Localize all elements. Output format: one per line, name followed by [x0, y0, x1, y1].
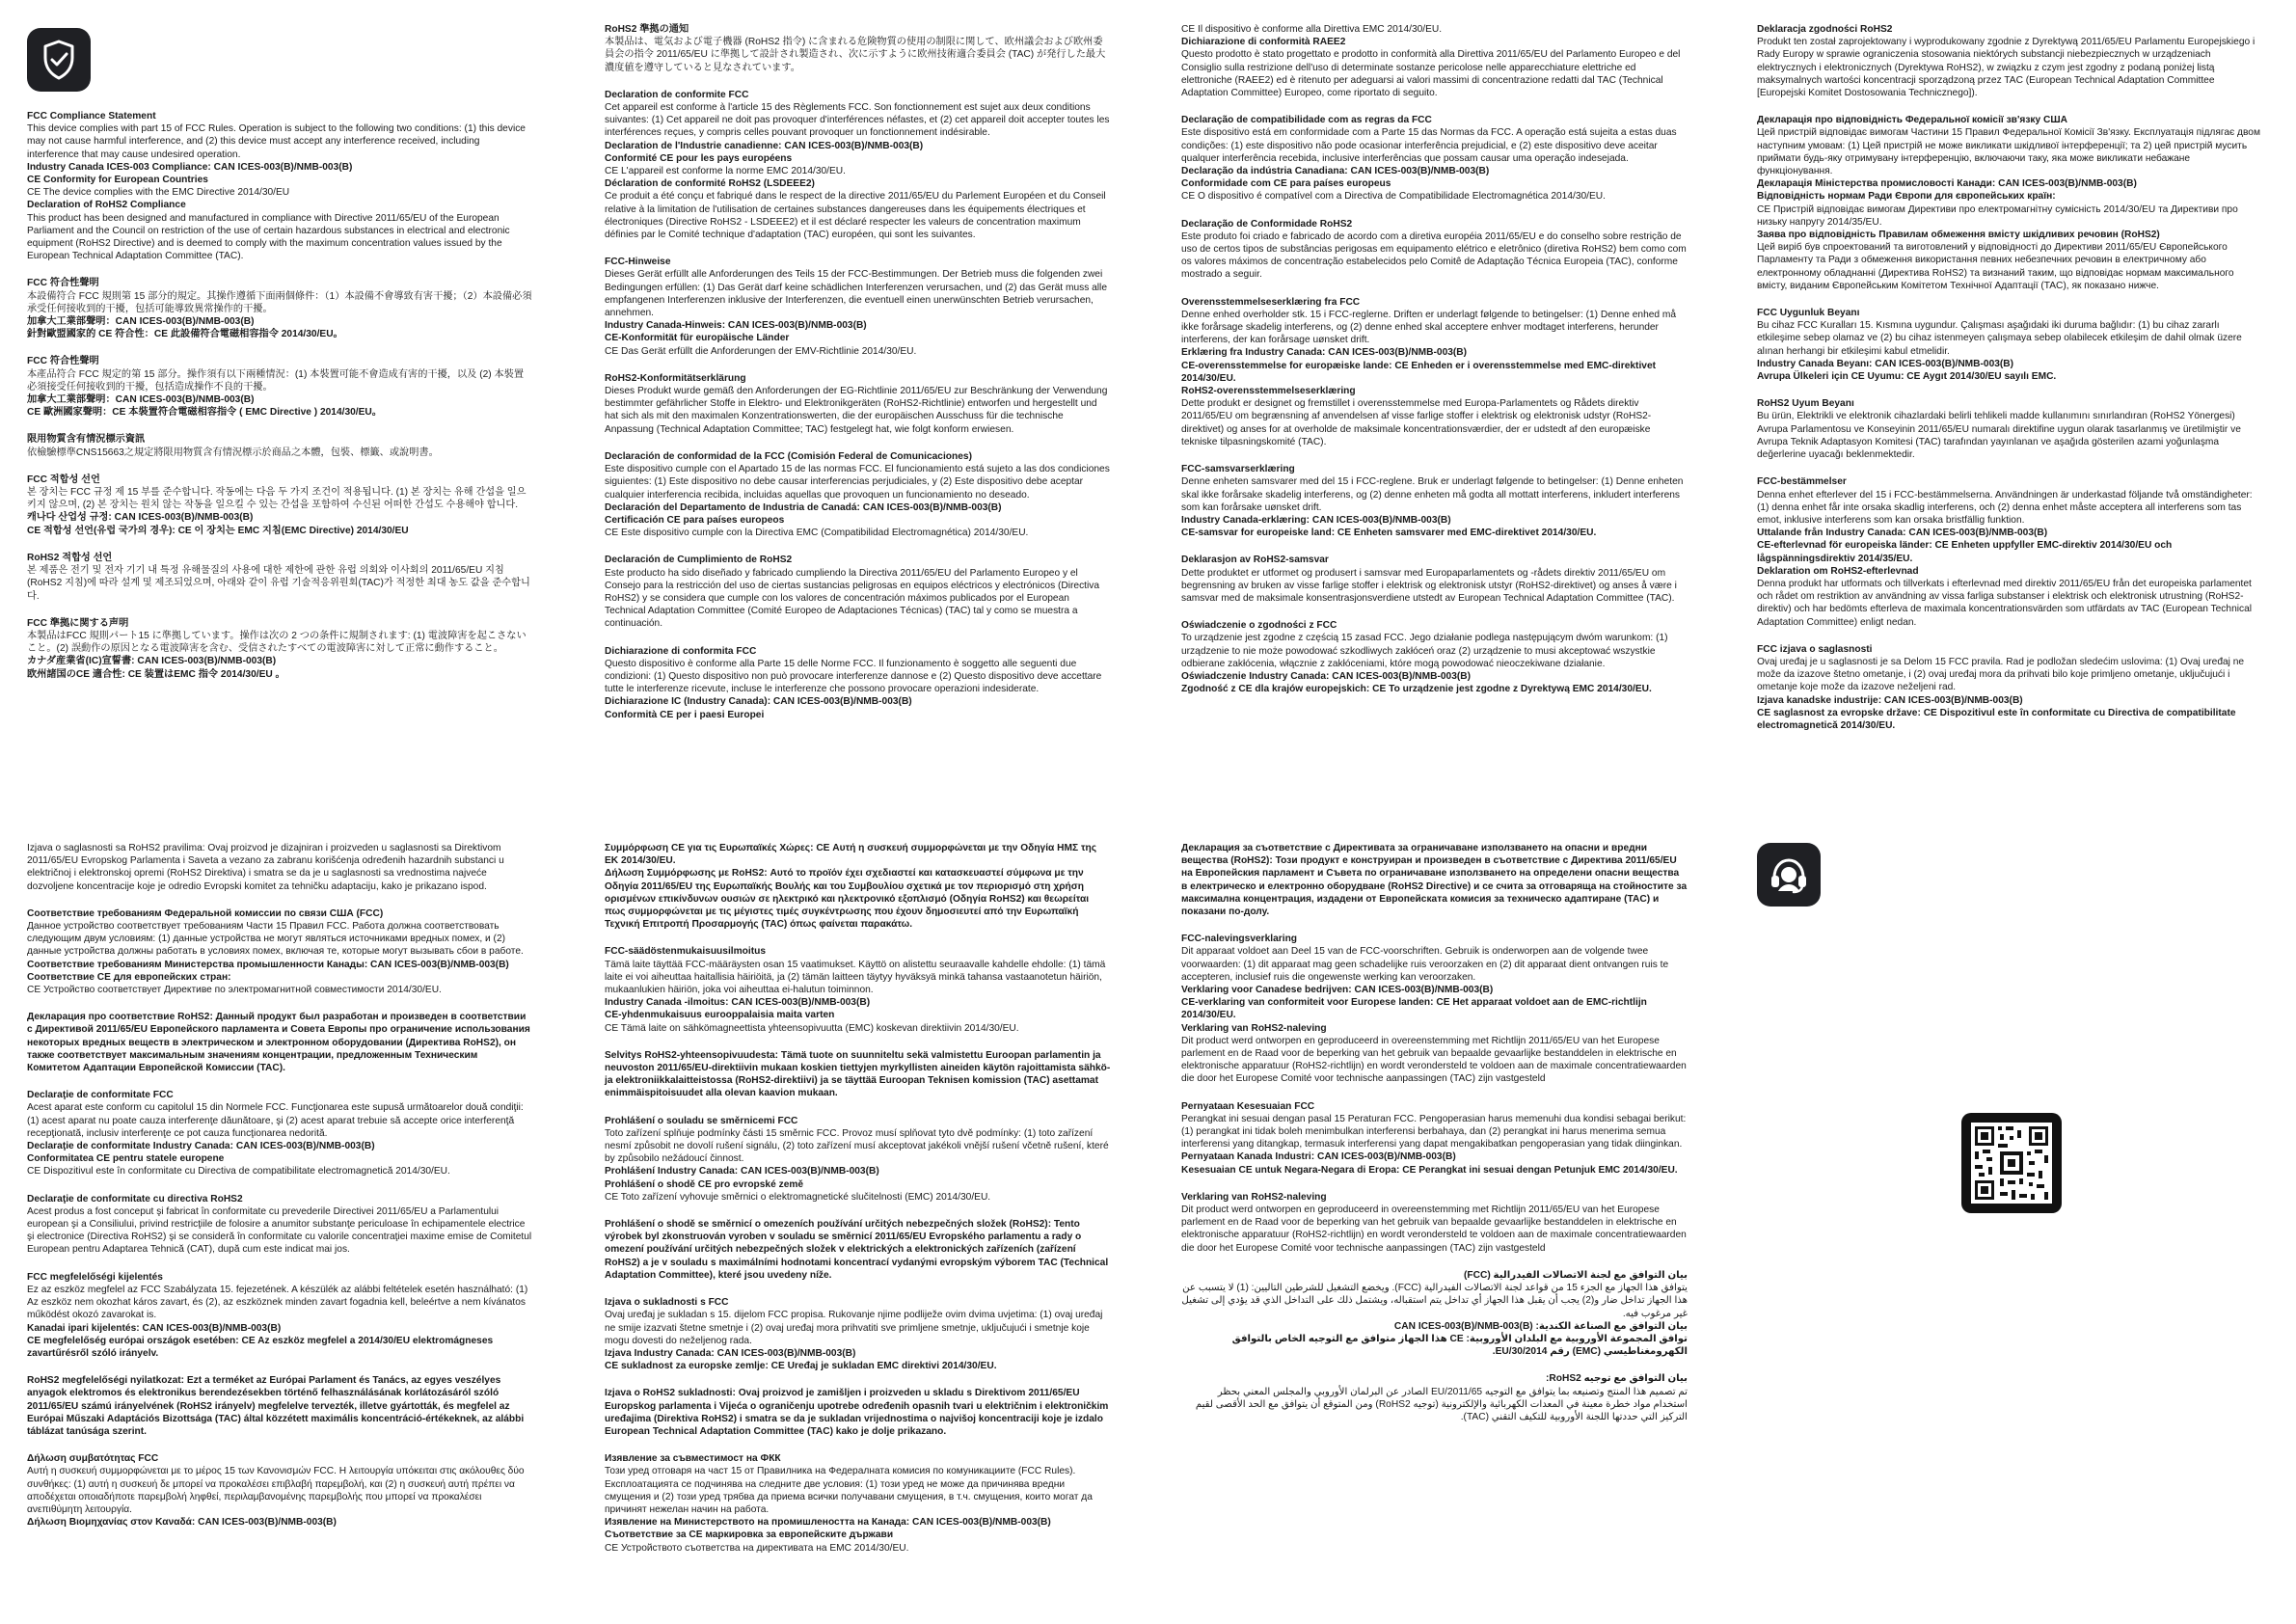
section-heading: 加拿大工業部聲明：CAN ICES-003(B)/NMB-003(B) [27, 316, 255, 328]
section-heading: CE-efterlevnad för europeiska länder: CE Enheten uppfyller EMC-direktiv 2014/30/EU och lågspänningsdirektiv 2014/35/EU. [1757, 540, 2173, 564]
section-heading: Industry Canada ICES-003 Compliance: CAN ICES-003(B)/NMB-003(B) [27, 161, 353, 173]
section-heading: Conformidade com CE para países europeus [1181, 178, 1391, 190]
section-heading: Pernyataan Kesesuaian FCC [1181, 1100, 1315, 1112]
compliance-section [27, 355, 533, 419]
section-text: To urządzenie jest zgodne z częścią 15 zasad FCC. Jego działanie podlega następującym dwóm warunkom: (1) urządzenie to nie może powodować szkodliwych zakłóceń oraz (2) urządzenie to musi akceptować wszystkie odbierane zakłócenia, włącznie z zakłóceniami, które mogą powodować nieoczekiwane działanie. [1181, 633, 1668, 669]
section-heading: Відповідність нормам Ради Європи для європейських країн: [1757, 191, 2056, 203]
compliance-section [1757, 307, 2263, 383]
section-text: 本製品は、電気および電子機器 (RoHS2 指令) に含まれる危険物質の使用の制限に関して、欧州議会および欧州委員会の指令 2011/65/EU に準拠して設計され製造され、次に示すように欧州技術適合委員会 (TAC) が発行した最大濃度値を遵守していると見なされています。 [605, 37, 1106, 73]
section-heading: CE megfelelőség európai országok esetében: CE Az eszköz megfelel a 2014/30/EU elektromágneses zavartűrésről szóló irányelv. [27, 1335, 494, 1359]
section-text: 본 장치는 FCC 규정 제 15 부를 준수합니다. 작동에는 다음 두 가지 조건이 적용됩니다. (1) 본 장치는 유해 간섭을 일으키지 않으며, (2) 본 장치는 원치 않는 작동을 일으킬 수 있는 간섭을 포함하여 수신된 어떠한 간섭도 수용해야 합니다. [27, 487, 527, 511]
section-heading: Prohlášení Industry Canada: CAN ICES-003(B)/NMB-003(B) [605, 1166, 879, 1177]
section-heading: Изявление на Министерството на промишлеността на Канада: CAN ICES-003(B)/NMB-003(B) [605, 1517, 1051, 1529]
section-heading: FCC megfelelőségi kijelentés [27, 1271, 163, 1283]
section-heading: RoHS2 Uyum Beyanı [1757, 398, 1854, 410]
section-text: Dit product werd ontworpen en geproduceerd in overeenstemming met Richtlijn 2011/65/EU van het Europese parlement en de Raad voor de beperking van het gebruik van bepaalde gevaarlijke bestanddelen in elektrische en elektronische apparatuur (RoHS2-richtlijn) en wordt verondersteld te voldoen aan de maximale concentratiewaarden die door het Europese Comité voor technische aanpassingen (TAC) zijn vastgesteld [1181, 1035, 1687, 1085]
section-heading: 加拿大工業部聲明：CAN ICES-003(B)/NMB-003(B) [27, 394, 255, 406]
section-text: CE Dispozitivul este în conformitate cu Directiva de compatibilitate electromagnetică 2014/30/EU. [27, 1166, 450, 1177]
section-text: Dit product werd ontworpen en geproduceerd in overeenstemming met Richtlijn 2011/65/EU van het Europese parlement en de Raad voor de beperking van het gebruik van bepaalde gevaarlijke bestanddelen in elektrische en elektronische apparatuur (RoHS2-richtlijn) en wordt verondersteld te voldoen aan de maximale concentratiewaarden die door het Europese Comité voor technische aanpassingen (TAC) zijn vastgesteld [1181, 1204, 1687, 1254]
section-text: Este dispositivo cumple con el Apartado 15 de las normas FCC. El funcionamiento está sujeto a las dos condiciones siguientes: (1) Este dispositivo no debe causar interferencias perjudiciales, y (2) Este dispositivo debe aceptar cualquier interferencia recibida, incluidas aquellas que provoquen un funcionamiento no deseado. [605, 464, 1110, 501]
section-text: Bu ürün, Elektrikli ve elektronik cihazlardaki belirli tehlikeli madde kullanımını sınırlandıran (RoHS2 Yönergesi) Avrupa Parlamentosu ve Konseyinin 2011/65/EU numaralı direktifine uygun olarak tasarlanmış ve üretilmiştir ve Avrupa Teknik Adaptasyon Komitesi (TAC) tarafından yayınlanan ve aşağıda gösterilen azami yoğunlaşma değerlerine uyacağı beklenmektedir. [1757, 411, 2241, 461]
compliance-section [27, 907, 533, 996]
section-heading: Декларация про соответствие RoHS2: Данный продукт был разработан и произведен в соответствии с Директивой 2011/65/EU Европейского парламента и Совета Европы про ограничение использования некоторых вредных веществ в электрическом и электронном оборудовании (Директива RoHS2), он также соответствует максимальным значениям концентрации, предложенным Техническим Комитетом Адаптации Европейской Комиссии (TAC). [27, 1012, 530, 1074]
section-heading: Avrupa Ülkeleri için CE Uyumu: CE Aygıt 2014/30/EU sayılı EMC. [1757, 371, 2057, 383]
qr-code [1961, 1113, 2062, 1213]
section-heading: 限用物質含有情況標示資訊 [27, 434, 146, 446]
section-heading: Declaración de Cumplimiento de RoHS2 [605, 555, 793, 566]
section-text: Este dispositivo está em conformidade com a Parte 15 das Normas da FCC. A operação está sujeita a estas duas condições: (1) este dispositivo não pode ocasionar interferência prejudicial, e (2) este dispositivo deve aceitar qualquer interferência recebida, inclusive interferências que possam causar uma operação indesejada. [1181, 127, 1677, 164]
compliance-section [1757, 643, 2263, 732]
section-text: Este produto foi criado e fabricado de acordo com a diretiva européia 2011/65/EU e do conselho sobre restrição de uso de certos tipos de substâncias perigosas em equipamento elétrico e eletrônico (diretiva RoHS2) bem como com os valores máximos de concentração estabelecidos pelo Comitê de Adaptação Técnica Europeia (TAC), conforme mostrado a seguir. [1181, 230, 1687, 281]
section-heading: Izjava Industry Canada: CAN ICES-003(B)/NMB-003(B) [605, 1347, 856, 1359]
column-4 [1757, 23, 2263, 746]
compliance-section [605, 945, 1111, 1034]
section-heading: Zgodność z CE dla krajów europejskich: CE To urządzenie jest zgodne z Dyrektywą EMC 2014/30/EU. [1181, 684, 1652, 695]
column-5 [27, 842, 533, 1543]
section-heading: Izjava kanadske industrije: CAN ICES-003(B)/NMB-003(B) [1757, 694, 2023, 706]
section-text: Bu cihaz FCC Kuralları 15. Kısmına uygundur. Çalışması aşağıdaki iki duruma bağlıdır: (1) bu cihaz zararlı etkileşime sebep olamaz ve (2) bu cihaz istenmeyen çalışmaya sebep olabilecek etkileşim de dahil olmak üzere alınan herhangi bir etkileşimi kabul etmelidir. [1757, 320, 2242, 357]
section-text: Denne enhed overholder stk. 15 i FCC-reglerne. Driften er underlagt følgende to betingelser: (1) Denne enhed må ikke forårsage skadelig interferens, og (2) denne enhed skal acceptere enhver modtaget interferens, herunder interferens, der kan forårsage uønsket drift. [1181, 309, 1677, 346]
section-text: Produkt ten został zaprojektowany i wyprodukowany zgodnie z Dyrektywą 2011/65/EU Parlamentu Europejskiego i Rady Europy w sprawie ograniczenia stosowania niektórych substancji niebezpiecznych w urządzeniach elektrycznych i elektronicznych (Dyrektywa RoHS2), w związku z czym jest zgodny z podaną poniżej listą maksymalnych wartości koncentracji sporządzoną przez TAC (European Technical Adaptation Committee [Europejski Komitet Dostosowania Technicznego]). [1757, 37, 2255, 99]
compliance-section [27, 277, 533, 340]
compliance-section [1181, 1269, 1688, 1358]
section-heading: Declaração de compatibilidade com as regras da FCC [1181, 115, 1432, 126]
compliance-section [27, 1089, 533, 1177]
section-heading: Verklaring voor Canadese bedrijven: CAN ICES-003(B)/NMB-003(B) [1181, 985, 1494, 996]
compliance-section [27, 1193, 533, 1257]
section-text: تم تصميم هذا المنتج وتصنيعه بما يتوافق مع التوجيه 2011/65/EU الصادر عن البرلمان الأوروبي والمجلس المعني بحظر استخدام مواد خطرة معينة في المعدات الكهربائية والإلكترونية (توجيه RoHS2) ومن المتوقع أن يتوافق مع الحد الأقصى لقيم التركيز التي حددتها اللجنة الأوروبية للتكيف التقني (TAC). [1195, 1386, 1688, 1422]
section-heading: RoHS2 적합성 선언 [27, 552, 113, 563]
section-heading: بيان التوافق مع توجيه RoHS2: [1545, 1373, 1688, 1385]
section-heading: Изявление за съвместимост на ФКК [605, 1453, 781, 1465]
compliance-section [605, 256, 1111, 358]
section-text: 本製品はFCC 規則パート15 に準拠しています。操作は次の 2 つの条件に規制されます: (1) 電波障害を起こさないこと。(2) 誤動作の原因となる電波障害を含む、受信されたすべての電波障害に対して正常に動作すること。 [27, 630, 527, 655]
section-heading: Prohlášení o souladu se směrnicemi FCC [605, 1115, 798, 1126]
section-heading: CE saglasnost za evropske države: CE Dispozitivul este în conformitate cu Directiva de compatibilitate electromagnetică 2014/30/EU. [1757, 707, 2236, 731]
section-heading: Declaration de conformite FCC [605, 89, 749, 100]
compliance-section [27, 1374, 533, 1438]
section-text: Dieses Produkt wurde gemäß den Anforderungen der EG-Richtlinie 2011/65/EU zur Beschränkung der Verwendung bestimmter gefährlicher Stoffe in Elektro- und Elektronikgeräten (RoHS2-Richtlinie) entworfen und hergestellt und hat sich als mit den maximalen Konzentrationswerten, die der europäischen Ausschuss für die technische Anpassung (Technical Adaptation Committee; TAC) festgelegt hat, wie folgt konform erwiesen. [605, 386, 1108, 435]
section-heading: Conformité CE pour les pays européens [605, 152, 793, 164]
section-text: 本產品符合 FCC 規定的第 15 部分。操作須有以下兩種情況：(1) 本裝置可能不會造成有害的干擾，以及 (2) 本裝置必須接受任何接收到的干擾，包括造成操作不良的干擾。 [27, 368, 525, 392]
section-text: Цей виріб був спроектований та виготовлений у відповідності до Директиви 2011/65/EU Європейського Парламенту та Ради з обмеження використання певних небезпечних речовин в електричному або електронному обладнанні (Директива RoHS2) та визнаний таким, що відповідає нормам максимального вмісту, виданим Європейським Комітетом Технічної Адаптації (TAC), як показано нижче. [1757, 242, 2234, 291]
compliance-section [1757, 23, 2263, 99]
compliance-section [605, 554, 1111, 630]
section-text: Цей пристрій відповідає вимогам Частини 15 Правил Федеральної Комісії Зв'язку. Експлуатація підлягає двом наступним умовам: (1) Цей пристрій не може викликати шкідливої інтерференції; та 2) цей пристрій мусить приймати будь-яку отримувану інтерференцію, включаючи таку, яка може викликати небажане функціонування. [1757, 127, 2260, 177]
section-heading: CE 歐洲國家聲明：CE 本裝置符合電磁相容指令 ( EMC Directive ) 2014/30/EU。 [27, 407, 382, 419]
compliance-section [27, 110, 533, 262]
section-text: Dit apparaat voldoet aan Deel 15 van de FCC-voorschriften. Gebruik is onderworpen aan de volgende twee voorwaarden: (1) dit apparaat mag geen schadelijke ruis veroorzaken en (2) dit apparaat dient ontvangen ruis te accepteren, inclusief ruis die ongewenste werking kan veroorzaken. [1181, 946, 1669, 983]
section-heading: Conformitatea CE pentru statele europene [27, 1153, 225, 1165]
section-heading: Dichiarazione di conformità RAEE2 [1181, 37, 1346, 48]
section-text: This product has been designed and manufactured in compliance with Directive 2011/65/EU of the European Parliament and the Council on restriction of the use of certain hazardous substances in electrical and electronic equipment (RoHS2 Directive) and is deemed to comply with the maximum concentration values issued by the European Technical Adaptation Committee (TAC). [27, 212, 510, 262]
section-heading: Overensstemmelseserklæring fra FCC [1181, 296, 1361, 308]
compliance-section [1181, 218, 1688, 282]
section-text: Αυτή η συσκευή συμμορφώνεται με το μέρος 15 των Κανονισμών FCC. Η λειτουργία υπόκειται στις ακόλουθες δύο συνθήκες: (1) αυτή η συσκευή δε μπορεί να προκαλέσει επιβλαβή παρεμβολή, και (2) η συσκευή αυτή πρέπει να αποδέχεται οποιαδήποτε παρεμβολή ληφθεί, περιλαμβανομένης παρεμβολής που μπορεί να προκαλέσει ανεπιθύμητη λειτουργία. [27, 1466, 525, 1515]
column-2 [605, 23, 1111, 736]
section-text: Dette produkt er designet og fremstillet i overensstemmelse med Europa-Parlamentets og Rådets direktiv 2011/65/EU om begrænsning af anvendelsen af visse farlige stoffer i elektrisk og elektronisk udstyr (RoHS2-direktivet) og anses for at overholde de maksimale koncentrationsværdier, der er udstedt af den europæiske tekniske tilpasningskomité (TAC). [1181, 398, 1652, 447]
section-heading: FCC-samsvarserklæring [1181, 464, 1295, 475]
headset-support-icon [1757, 843, 1821, 907]
section-heading: FCC-bestämmelser [1757, 476, 1847, 488]
section-text: Perangkat ini sesuai dengan pasal 15 Peraturan FCC. Pengoperasian harus memenuhi dua kondisi sebagai berikut: (1) perangkat ini tidak boleh menimbulkan interferensi berbahaya, dan (2) perangkat ini harus menerima semua interferensi yang ditangkap, termasuk interferensi yang dapat mengakibatkan pengoperasian yang tidak diinginkan. [1181, 1113, 1687, 1150]
section-heading: Déclaration de conformité RoHS2 (LSDEEE2) [605, 178, 815, 190]
compliance-section [605, 1115, 1111, 1204]
section-heading: Декларація Міністерства промисловості Канади: CAN ICES-003(B)/NMB-003(B) [1757, 178, 2137, 190]
section-heading: Prohlášení o shodě se směrnicí o omezeních používání určitých nebezpečných složek (RoHS2): Tento výrobek byl zkonstruován vyroben v souladu se směrnicí 2011/65/EU Evropského parlamentu a rady o omezení používání určitých nebezpečných složek v elektrických a elektronických zařízeních (zařízení RoHS2) a je v souladu s maximálními hodnotami koncentrací vydanými evropským výborem TAC (Technical Adaptation Committee), které jsou uvedeny níže. [605, 1219, 1109, 1281]
section-text: Denne enheten samsvarer med del 15 i FCC-reglene. Bruk er underlagt følgende to betingelser: (1) Denne enheten skal ikke forårsake skadelig interferens, og (2) denne enheten må godta all mottatt interferens, inkludert interferens som kan forårsake uønsket drift. [1181, 476, 1684, 513]
column-6 [605, 842, 1111, 1569]
section-text: Ez az eszköz megfelel az FCC Szabályzata 15. fejezetének. A készülék az alábbi feltételek esetén használható: (1) Az eszköz nem okozhat káros zavart, és (2), az eszköznek minden zavart fogadnia kell, beleértve a nem kívánatos működést okozó zavarokat is. [27, 1284, 528, 1321]
section-heading: توافق المجموعة الأوروبية مع البلدان الأوروبية: CE هذا الجهاز متوافق مع التوجيه الخاص بالتوافق الكهرومغناطيسي (EMC) رقم EU/30/2014. [1231, 1333, 1688, 1358]
section-heading: Erklæring fra Industry Canada: CAN ICES-003(B)/NMB-003(B) [1181, 347, 1468, 359]
section-heading: Uttalande från Industry Canada: CAN ICES-003(B)/NMB-003(B) [1757, 528, 2048, 539]
compliance-section [1181, 1372, 1688, 1423]
compliance-section [1181, 842, 1688, 918]
compliance-section [605, 1452, 1111, 1555]
compliance-section [1757, 475, 2263, 628]
section-heading: RoHS2-overensstemmelseserklæring [1181, 386, 1356, 397]
section-text: Este producto ha sido diseñado y fabricado cumpliendo la Directiva 2011/65/EU del Parlamento Europeo y el Consejo para la restricción del uso de ciertas sustancias peligrosas en equipos eléctricos y electrónicos (Directiva RoHS2) y se considera que cumple con los valores de concentración máximos publicados por el European Technical Adaptation Committee (Comité Europeo de Adaptaciones Técnicas) (TAC) tal y como se muestra a continuación. [605, 567, 1100, 630]
compliance-section [27, 433, 533, 458]
section-heading: Verklaring van RoHS2-naleving [1181, 1191, 1327, 1203]
section-heading: RoHS2-Konformitätserklärung [605, 372, 746, 384]
section-heading: FCC Uygunluk Beyanı [1757, 308, 1860, 319]
section-heading: FCC 符合性聲明 [27, 356, 99, 367]
section-heading: FCC-nalevingsverklaring [1181, 934, 1298, 945]
section-text: Izjava o saglasnosti sa RoHS2 pravilima: Ovaj proizvod je dizajniran i proizveden u saglasnosti sa Direktivom 2011/65/EU Evropskog Parlamenta i Saveta a vezano za zabranu korišćenja određenih hazardnih substanci u električnoj i elektronskoj opremi (RoHS2 Direktiva) i smatra se da je u saglasnosti sa vrednostima najveće dozvoljene koncentracije koje je odredio Evropski komitet za tehničku adaptaciju, kako je prikazano ispod. [27, 843, 504, 892]
section-heading: Δήλωση συμβατότητας FCC [27, 1453, 159, 1465]
section-text: Acest produs a fost conceput şi fabricat în conformitate cu prevederile Directivei 2011/65/EU a Parlamentului european şi a Consiliului, privind restricţiile de folosire a anumitor substanţe periculoase în echipamentele electrice şi electronice (Directiva RoHS2) şi se consideră în conformitate cu valorile concentraţiei maxime emise de Comitetul European pentru Adaptarea Tehnică (CAT), după cum este indicat mai jos. [27, 1205, 532, 1256]
compliance-section [605, 23, 1111, 74]
section-heading: 欧州諸国のCE 適合性: CE 装置はEMC 指令 2014/30/EU 。 [27, 668, 285, 680]
section-heading: Dichiarazione IC (Industry Canada): CAN ICES-003(B)/NMB-003(B) [605, 696, 912, 708]
section-text: Cet appareil est conforme à l'article 15 des Règlements FCC. Son fonctionnement est sujet aux deux conditions suivantes: (1) Cet appareil ne doit pas provoquer d'interférences néfastes, et (2) cet appareil doit accepter toutes les interférences reçues, y compris celles pouvant provoquer un fonctionnement indésirable. [605, 102, 1110, 139]
compliance-section [1181, 23, 1688, 99]
section-text: CE Пристрій відповідає вимогам Директиви про електромагнітну сумісність 2014/30/EU та Директиви про низьку напругу 2014/35/EU. [1757, 203, 2238, 228]
section-heading: Соответствие требованиям Министерства промышленности Канады: CAN ICES-003(B)/NMB-003(B) [27, 959, 509, 970]
compliance-section [605, 89, 1111, 241]
section-heading: CE 적합성 선언(유럽 국가의 경우): CE 이 장치는 EMC 지침(EMC Directive) 2014/30/EU [27, 525, 409, 536]
section-text: CE Il dispositivo è conforme alla Direttiva EMC 2014/30/EU. [1181, 24, 1443, 35]
section-text: 본 제품은 전기 및 전자 기기 내 특정 유해물질의 사용에 대한 제한에 관한 유럽 의회와 이사회의 2011/65/EU 지침(RoHS2 지침)에 따라 설계 및 제조되었으며, 아래와 같이 유럽 기술적응위원회(TAC)가 적정한 최대 농도 값을 준수합니다. [27, 565, 530, 602]
section-heading: カナダ産業省(IC)宣誓書: CAN ICES-003(B)/NMB-003(B) [27, 656, 277, 667]
section-text: Denna produkt har utformats och tillverkats i efterlevnad med direktiv 2011/65/EU från det europeiska parlamentet och rådet om restriktion av användning av vissa farliga substanser i elektrisk och elektronisk utrustning (RoHS2-direktiv) och har bedömts efterleva de maximala koncentrationsvärden som utfärdats av TAC (European Technical Adaptation Committee) enligt nedan. [1757, 578, 2253, 628]
section-text: Ce produit a été conçu et fabriqué dans le respect de la directive 2011/65/EU du Parlement Européen et du Conseil relative à la limitation de l'utilisation de certaines substances dangereuses dans les équipements électriques et électroniques (Directive RoHS2 - LSDEEE2) et il est déclaré respecter les valeurs de concentration maximum définies par le Comité technique d'adaptation (TAC) européen, qui sont les suivantes. [605, 191, 1106, 241]
section-heading: بيان التوافق مع لجنة الاتصالات الفيدرالية (FCC) [1463, 1269, 1688, 1281]
section-text: Tämä laite täyttää FCC-määräysten osan 15 vaatimukset. Käyttö on alistettu seuraavalle kahdelle ehdolle: (1) tämä laite ei voi aiheuttaa haitallisia häiriöitä, ja (2) tämän laitteen täytyy hyväksyä minkä tahansa vastaanotetun häiriön, mukaanlukien häiriön, joka voi aiheuttaa ei-halutun toiminnon. [605, 959, 1106, 996]
section-heading: Declaration de l'Industrie canadienne: CAN ICES-003(B)/NMB-003(B) [605, 140, 924, 151]
compliance-section [27, 1011, 533, 1074]
section-text: Acest aparat este conform cu capitolul 15 din Normele FCC. Funcţionarea este supusă următoarelor două condiţii: (1) acest aparat nu poate cauza interferenţe dăunătoare, şi (2) acest aparat trebuie să accepte orice interferenţă recepţionată, inclusiv interferenţe ce pot cauza funcţionarea nedorită. [27, 1102, 524, 1139]
section-text: Questo prodotto è stato progettato e prodotto in conformità alla Direttiva 2011/65/EU del Parlamento Europeo e del Consiglio sulla restrizione dell'uso di determinate sostanze pericolose nelle apparecchiature elettriche ed elettroniche (RAEE2) ed è ritenuto per adeguarsi ai valori massimi di concentrazione redatti dal TAC (Technical Adaptation Committee) Europeo, come riportato di seguito. [1181, 49, 1681, 99]
section-heading: Συμμόρφωση CE για τις Ευρωπαϊκές Χώρες: CE Αυτή η συσκευή συμμορφώνεται με την Οδηγία ΗΜΣ της ΕΚ 2014/30/EU. [605, 843, 1097, 867]
section-heading: Declaration of RoHS2 Compliance [27, 200, 186, 211]
compliance-section [27, 474, 533, 537]
compliance-section [1757, 114, 2263, 292]
compliance-section [27, 1452, 533, 1529]
section-text: CE Устройство соответствует Директиве по электромагнитной совместимости 2014/30/EU. [27, 985, 442, 996]
section-heading: Pernyataan Kanada Industri: CAN ICES-003(B)/NMB-003(B) [1181, 1151, 1456, 1163]
compliance-section [605, 1218, 1111, 1282]
section-text: Questo dispositivo è conforme alla Parte 15 delle Norme FCC. Il funzionamento è soggetto alle seguenti due condizioni: (1) Questo dispositivo non può provocare interferenze dannose e (2) Questo dispositivo deve accettare tutte le interferenze ricevute, incluse le interferenze che possono provocare operazioni indesiderate. [605, 658, 1102, 695]
section-heading: CE sukladnost za europske zemlje: CE Uređaj je sukladan EMC direktivi 2014/30/EU. [605, 1361, 997, 1372]
section-text: Ovaj uređaj je u saglasnosti je sa Delom 15 FCC pravila. Rad je podložan sledećim uslovima: (1) Ovaj uređaj ne može da izazove štetno ometanje, i (2) ovaj uređaj mora da prihvati bilo koje primljeno ometanje, uključujući i ometanje koje može da izazove neželjeni rad. [1757, 656, 2245, 693]
section-heading: RoHS2 準拠の通知 [605, 24, 689, 35]
section-heading: FCC izjava o saglasnosti [1757, 643, 1873, 655]
section-text: CE The device complies with the EMC Directive 2014/30/EU [27, 187, 290, 199]
section-heading: Declaraţie de conformitate cu directiva RoHS2 [27, 1193, 243, 1204]
compliance-section [27, 552, 533, 603]
compliance-section [1181, 554, 1688, 605]
section-heading: CE-overensstemmelse for europæiske lande: CE Enheden er i overensstemmelse med EMC-direktivet 2014/30/EU. [1181, 360, 1657, 384]
compliance-section [605, 645, 1111, 721]
section-heading: بيان التوافق مع الصناعة الكندية: CAN ICES-003(B)/NMB-003(B) [1393, 1320, 1688, 1332]
section-heading: Соответствие требованиям Федеральной комиссии по связи США (FCC) [27, 907, 384, 919]
section-heading: Prohlášení o shodě CE pro evropské země [605, 1178, 804, 1190]
compliance-section [605, 372, 1111, 436]
section-heading: Industry Canada-erklæring: CAN ICES-003(B)/NMB-003(B) [1181, 514, 1451, 526]
section-text: CE Toto zařízení vyhovuje směrnici o elektromagnetické slučitelnosti (EMC) 2014/30/EU. [605, 1191, 991, 1203]
section-heading: CE-samsvar for europeiske land: CE Enheten samsvarer med EMC-direktivet 2014/30/EU. [1181, 528, 1597, 539]
compliance-section [1181, 619, 1688, 695]
section-heading: Соответствие CE для европейских стран: [27, 971, 231, 983]
section-heading: Kesesuaian CE untuk Negara-Negara di Eropa: CE Perangkat ini sesuai dengan Petunjuk EMC 2014/30/EU. [1181, 1164, 1678, 1176]
section-heading: FCC Compliance Statement [27, 111, 156, 122]
compliance-section [605, 1296, 1111, 1372]
section-text: Dieses Gerät erfüllt alle Anforderungen des Teils 15 der FCC-Bestimmungen. Der Betrieb muss die folgenden zwei Bedingungen erfüllen: (1) Das Gerät darf keine schädlichen Interferenzen verursachen, und (2) das Gerät muss alle empfangenen Interferenzen inklusive der Interferenzen, die eventuell einen unerwünschten Betrieb verursachen, annehmen. [605, 269, 1107, 319]
compliance-section [1181, 114, 1688, 203]
section-heading: CE Conformity for European Countries [27, 175, 208, 186]
section-text: CE Tämä laite on sähkömagneettista yhteensopivuutta (EMC) koskevan direktiivin 2014/30/EU. [605, 1022, 1019, 1034]
section-heading: Kanadai ipari kijelentés: CAN ICES-003(B)/NMB-003(B) [27, 1322, 282, 1334]
compliance-section [27, 617, 533, 681]
section-heading: CE-verklaring van conformiteit voor Europese landen: CE Het apparaat voldoet aan de EMC-richtlijn 2014/30/EU. [1181, 997, 1647, 1021]
section-heading: Declaración de conformidad de la FCC (Comisión Federal de Comunicaciones) [605, 450, 972, 462]
section-heading: 針對歐盟國家的 CE 符合性：CE 此設備符合電磁相容指令 2014/30/EU。 [27, 329, 343, 340]
compliance-section [27, 842, 533, 893]
section-heading: Deklaration om RoHS2-efterlevnad [1757, 565, 1919, 577]
section-heading: Selvitys RoHS2-yhteensopivuudesta: Tämä tuote on suunniteltu sekä valmistettu Euroopan parlamentin ja neuvoston 2011/65/EU-direktiivin mukaan koskien tiettyjen myrkyllisten aineiden käytön rajoittamista sähkö- ja elektroniikkalaitteistossa (RoHS2-direktiivi) ja se täyttää Euroopan Teknisen komission (TAC) asettamat enimmäispitoisuudet alla olevan kaavion mukaan. [605, 1049, 1111, 1099]
section-heading: Declaraţie de conformitate FCC [27, 1090, 174, 1101]
section-heading: RoHS2 megfelelőségi nyilatkozat: Ezt a terméket az Európai Parlament és Tanács, az egyes veszélyes anyagok elektromos és elektronikus berendezésekben történő felhasználásának korlátozásáról szóló 2011/65/EU számú irányelvének (RoHS2 irányelv) megfelelve tervezték, illetve gyártották, és megfelel az Európai Műszaki Adaptációs Bizottsága (TAC) által közzétett maximális koncentráció-értékeknek, az alábbi táblázat tanúsága szerint. [27, 1375, 525, 1437]
section-heading: CE-Konformität für europäische Länder [605, 333, 790, 344]
section-heading: FCC 符合性聲明 [27, 278, 99, 289]
section-heading: Deklaracja zgodności RoHS2 [1757, 24, 1893, 35]
compliance-section [1181, 933, 1688, 1085]
compliance-section [605, 842, 1111, 931]
section-heading: Industry Canada -ilmoitus: CAN ICES-003(B)/NMB-003(B) [605, 997, 871, 1009]
section-heading: Conformità CE per i paesi Europei [605, 709, 765, 720]
section-text: Toto zařízení splňuje podmínky části 15 směrnic FCC. Provoz musí splňovat tyto dvě podmínky: (1) toto zařízení nesmí způsobit ne dovolí rušení signálu, (2) toto zařízení musí akceptovat jakékoli vnější rušení včetně rušení, které by způsobilo nežádoucí činnost. [605, 1127, 1109, 1165]
compliance-section [605, 1049, 1111, 1100]
compliance-section [1757, 397, 2263, 461]
section-heading: Δήλωση Βιομηχανίας στον Καναδά: CAN ICES-003(B)/NMB-003(B) [27, 1517, 337, 1529]
section-text: Denna enhet efterlever del 15 i FCC-bestämmelserna. Användningen är underkastad följande två omständigheter: (1) denna enhet får inte orsaka skadlig interferens, och (2) denna enhet måste acceptera all interferens som tas emot, inklusive interferens som kan orsaka bristfällig funktion. [1757, 489, 2253, 526]
section-text: Този уред отговаря на част 15 от Правилника на Федералната комисия по комуникациите (FCC Rules). Експлоатацията се подчинява на следните две условия: (1) този уред не може да причинява вредни смущения и (2) този уред трябва да приема всички получавани смущения, в т.ч. смущения, които могат да причинят нежелан начин на работа. [605, 1466, 1093, 1515]
section-heading: Oświadczenie o zgodności z FCC [1181, 620, 1337, 632]
section-text: CE Este dispositivo cumple con la Directiva EMC (Compatibilidad Electromagnética) 2014/30/EU. [605, 528, 1029, 539]
section-heading: Declaração da indústria Canadiana: CAN ICES-003(B)/NMB-003(B) [1181, 166, 1490, 177]
compliance-section [605, 1387, 1111, 1438]
column-1 [27, 110, 533, 695]
compliance-section [605, 450, 1111, 539]
section-heading: Съответствие за CE маркировка за европейските държави [605, 1529, 894, 1541]
section-text: CE L'appareil est conforme la norme EMC 2014/30/EU. [605, 166, 846, 177]
section-heading: CE-yhdenmukaisuus eurooppalaisia maita varten [605, 1010, 835, 1021]
section-heading: Declaração de Conformidade RoHS2 [1181, 218, 1353, 230]
compliance-section [1181, 463, 1688, 539]
section-heading: FCC-Hinweise [605, 257, 671, 268]
section-text: 依檢驗標準CNS15663之規定將限用物質含有情況標示於商品之本體，包裝、標籤、或說明書。 [27, 447, 439, 458]
section-heading: Declaración del Departamento de Industria de Canadá: CAN ICES-003(B)/NMB-003(B) [605, 501, 1002, 513]
section-heading: 캐나다 산업성 규정: CAN ICES-003(B)/NMB-003(B) [27, 512, 254, 524]
section-text: CE Устройството съответства на директивата на EMC 2014/30/EU. [605, 1542, 909, 1554]
section-heading: Δήλωση Συμμόρφωσης με RoHS2: Αυτό το προϊόν έχει σχεδιαστεί και κατασκευαστεί σύμφωνα με την Οδηγία 2011/65/EU της Ευρωπαϊκής Βουλής και του Συμβουλίου σχετικά με τον περιορισμό στη χρήση ορισμένων επικίνδυνων ουσιών σε ηλεκτρικό και ηλεκτρονικό εξοπλισμό (Οδηγία RoHS2) και θεωρείται πως συμμορφώνεται με τις μέγιστες τιμές συγκέντρωσης που έχουν δημοσιευτεί από την Ευρωπαϊκή Τεχνική Επιτροπή Προσαρμογής (TAC) όπως φαίνεται παρακάτω. [605, 868, 1090, 931]
column-7 [1181, 842, 1688, 1438]
compliance-section [1181, 1100, 1688, 1177]
section-heading: Industry Canada-Hinweis: CAN ICES-003(B)/NMB-003(B) [605, 320, 867, 332]
column-3 [1181, 23, 1688, 710]
section-heading: FCC 적합성 선언 [27, 474, 100, 485]
section-text: يتوافق هذا الجهاز مع الجزء 15 من قواعد لجنة الاتصالات الفيدرالية (FCC). ويخضع التشغيل للشرطين التاليين: (1) لا يتسبب عن هذا الجهاز تداخل ضار و(2) يجب أن يقبل هذا الجهاز أي تداخل يتم استقباله، ويشتمل ذلك على التداخل الذي قد يؤدي إلى تشغيل غير مرغوب فيه. [1181, 1283, 1688, 1319]
section-heading: Deklarasjon av RoHS2-samsvar [1181, 555, 1329, 566]
section-text: CE O dispositivo é compatível com a Directiva de Compatibilidade Electromagnética 2014/30/EU. [1181, 191, 1606, 203]
section-heading: FCC 準拠に関する声明 [27, 617, 129, 629]
section-heading: Industry Canada Beyanı: CAN ICES-003(B)/NMB-003(B) [1757, 358, 2014, 369]
compliance-section [1181, 296, 1688, 448]
section-heading: Dichiarazione di conformita FCC [605, 645, 757, 657]
section-heading: Izjava o sukladnosti s FCC [605, 1297, 729, 1309]
section-heading: Oświadczenie Industry Canada: CAN ICES-003(B)/NMB-003(B) [1181, 670, 1472, 682]
section-heading: Verklaring van RoHS2-naleving [1181, 1022, 1327, 1034]
section-heading: Izjava o RoHS2 sukladnosti: Ovaj proizvod je zamišljen i proizveden u skladu s Direktivom 2011/65/EU Europskog parlamenta i Vijeća o ograničenju upotrebe određenih opasnih tvari u električnim i elektroničkim uređajima (Direktiva RoHS2) i smatra se da je sukladan vrijednostima o najvišoj koncentraciji koje je izdalo European Technical Adaptation Committee (TAC) kako je dolje prikazano. [605, 1388, 1109, 1437]
section-text: Данное устройство соответствует требованиям Части 15 Правил FCC. Работа должна соответствовать следующим двум условиям: (1) данные устройства не могут являться источниками вредных помех, и (2) данные устройства должны работать в условиях помех, включая те, которые могут вызывать сбои в работе. [27, 921, 524, 958]
shield-check-icon [27, 28, 91, 92]
section-heading: Декларація про відповідність Федеральної комісії зв'язку США [1757, 115, 2067, 126]
section-text: Dette produktet er utformet og produsert i samsvar med Europaparlamentets og -rådets direktiv 2011/65/EU om begrensning av bruken av visse farlige stoffer i elektrisk og elektronisk utstyr (RoHS2-direktivet) og anses å være i samsvar med de maksimale konsentrasjonsverdiene utstedt av European Technical Adaptation Committee (TAC). [1181, 567, 1677, 604]
section-text: Ovaj uređaj je sukladan s 15. dijelom FCC propisa. Rukovanje njime podliježe ovim dvima uvjetima: (1) ovaj uređaj ne smije izazvati štetne smetnje i (2) ovaj uređaj mora prihvatiti sve primljene smetnje, uključujući i smetnje koje mogu dovesti do neželjenog rada. [605, 1310, 1103, 1346]
section-text: This device complies with part 15 of FCC Rules. Operation is subject to the following two conditions: (1) this device may not cause harmful interference, and (2) this device must accept any interference received, including interference that may cause undesired operation. [27, 123, 526, 160]
section-text: CE Das Gerät erfüllt die Anforderungen der EMV-Richtlinie 2014/30/EU. [605, 345, 917, 357]
section-heading: Declaraţie de conformitate Industry Canada: CAN ICES-003(B)/NMB-003(B) [27, 1141, 375, 1152]
section-heading: Заява про відповідність Правилам обмеження вмісту шкідливих речовин (RoHS2) [1757, 230, 2160, 241]
section-text: 本設備符合 FCC 規則第 15 部分的規定。其操作遵循下面兩個條件：（1）本設備不會導致有害干擾；（2）本設備必須承受任何接收到的干擾，包括可能導致異常操作的干擾。 [27, 290, 532, 314]
section-heading: Certificación CE para países europeos [605, 514, 785, 526]
compliance-section [27, 1271, 533, 1360]
section-heading: Декларация за съответствие с Директивата за ограничаване използването на опасни и вредни вещества (RoHS2): Този продукт е конструиран и произведен в съответствие с Директива 2011/65/EU на Европейския парламент и Съвета по ограничаване използването на определени опасни вещества в електрическо и електронно оборудване (RoHS2 Directive) и се счита за отговаряща на стойностите за максимална концентрация, издадени от Европейската комисия за техническо адаптиране (TAC) и показани по-долу. [1181, 843, 1688, 918]
section-heading: FCC-säädöstenmukaisuusilmoitus [605, 946, 766, 958]
compliance-section [1181, 1191, 1688, 1255]
